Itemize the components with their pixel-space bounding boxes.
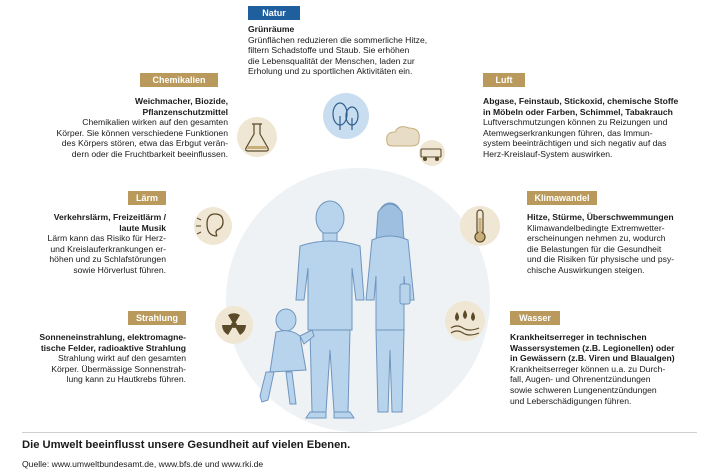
luft-heading: in Möbeln oder Farben, Schimmel, Tabakrauch (483, 106, 673, 117)
wasser-heading: Wassersystemen (z.B. Legionellen) oder (510, 342, 675, 353)
chemikalien-line: dern oder die Fruchtbarkeit beeinflussen. (71, 148, 228, 159)
luft-text (483, 96, 678, 160)
chemikalien-line: des Körpers stören, etwa das Erbgut verän- (61, 138, 228, 149)
radiation-icon (214, 305, 254, 345)
tag-chemikalien: Chemikalien (140, 73, 218, 87)
tag-luft: Luft (483, 73, 525, 87)
luft-line: system beeinträchtigen und sich negativ auf das (483, 138, 667, 149)
natur-line: Grünflächen reduzieren die sommerliche Hitze, (248, 34, 428, 45)
klimawandel-line: Klimawandelbedingte Extremwetter- (527, 222, 665, 233)
laerm-line: und Kreislauferkrankungen er- (50, 243, 166, 254)
thermometer-icon (460, 204, 500, 248)
footer-source: Quelle: www.umweltbundesamt.de, www.bfs.de und www.rki.de (22, 459, 264, 469)
laerm-line: Lärm kann das Risiko für Herz- (47, 233, 166, 244)
strahlung-heading: Sonneneinstrahlung, elektromagne- (39, 332, 186, 342)
footer-divider (22, 432, 697, 433)
laerm-text (20, 212, 166, 276)
klimawandel-heading: Hitze, Stürme, Überschwemmungen (527, 212, 674, 222)
klimawandel-line: erscheinungen nehmen zu, wodurch (527, 233, 666, 244)
chemikalien-line: Körper. Sie können verschiedene Funktionen (56, 127, 228, 138)
tag-klimawandel: Klimawandel (527, 191, 597, 205)
chemikalien-heading: Weichmacher, Biozide, (135, 96, 228, 106)
tag-wasser: Wasser (510, 311, 560, 325)
chemikalien-line: Chemikalien wirken auf den gesamten (82, 117, 228, 128)
laerm-line: höhen und zu Schlafstörungen (49, 254, 166, 265)
luft-line: Herz-Kreislauf-System auswirken. (483, 148, 613, 159)
chemikalien-heading: Pflanzenschutzmittel (142, 106, 228, 117)
natur-line: filtern Schadstoffe und Staub. Sie erhöhen (248, 45, 410, 56)
natur-line: die Lebensqualität der Menschen, laden zur (248, 55, 415, 66)
strahlung-line: Körper. Übermässige Sonnenstrah- (51, 363, 186, 374)
luft-line: Luftverschmutzungen können zu Reizungen und (483, 117, 668, 128)
flask-icon (236, 116, 278, 158)
klimawandel-line: chische Auswirkungen steigen. (527, 264, 645, 275)
wasser-heading: Krankheitserreger in technischen (510, 332, 647, 342)
klimawandel-text (527, 212, 674, 276)
strahlung-heading: tische Felder, radioaktive Strahlung (40, 342, 186, 353)
wasser-line: fall, Augen- und Ohrenentzündungen (510, 374, 651, 385)
laerm-heading: Verkehrslärm, Freizeitlärm / (53, 212, 166, 222)
wasser-heading: in Gewässern (z.B. Viren und Blaualgen) (510, 353, 675, 364)
natur-text (248, 24, 427, 77)
natur-line: Erholung und zu sportlichen Aktivitäten ein. (248, 66, 413, 77)
ear-icon (193, 206, 233, 246)
strahlung-text (20, 332, 186, 385)
natur-heading: Grünräume (248, 24, 295, 34)
wasser-line: sowie schweren Lungenentzündungen (510, 384, 657, 395)
laerm-heading: laute Musik (119, 222, 166, 233)
chemikalien-text (20, 96, 228, 160)
klimawandel-line: und die Risiken für physische und psy- (527, 254, 675, 265)
strahlung-line: Strahlung wirkt auf den gesamten (57, 353, 186, 364)
tag-laerm: Lärm (128, 191, 166, 205)
klimawandel-line: die Belastungen für die Gesundheit (527, 243, 662, 254)
luft-line: Atemwegserkrankungen führen, das Immun- (483, 127, 653, 138)
wasser-text (510, 332, 675, 406)
laerm-line: sowie Hörverlust führen. (73, 264, 166, 275)
wasser-line: Krankheitserreger können u.a. zu Durch- (510, 363, 666, 374)
tag-strahlung: Strahlung (128, 311, 186, 325)
wasser-line: und Leberschädigungen führen. (510, 395, 632, 406)
footer-title: Die Umwelt beeinflusst unsere Gesundheit auf vielen Ebenen. (22, 439, 351, 451)
car-icon (415, 140, 449, 166)
tag-natur: Natur (248, 6, 300, 20)
trees-icon (322, 92, 370, 140)
water-drops-icon (445, 300, 485, 342)
strahlung-line: lung kann zu Hautkrebs führen. (66, 374, 186, 385)
luft-heading: Abgase, Feinstaub, Stickoxid, chemische Stoffe (483, 96, 679, 106)
